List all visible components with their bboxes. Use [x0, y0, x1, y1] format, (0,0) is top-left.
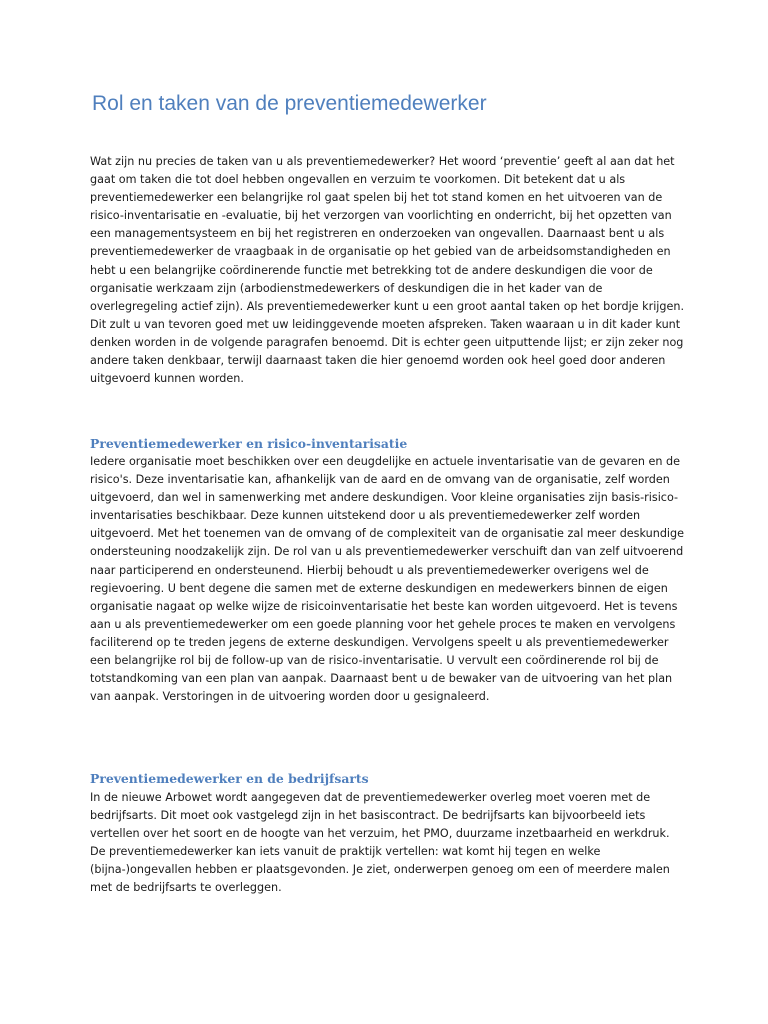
page-title: Rol en taken van de preventiemedewerker [92, 92, 487, 115]
section-heading-bedrijfsarts: Preventiemedewerker en de bedrijfsarts [90, 771, 369, 786]
intro-paragraph: Wat zijn nu precies de taken van u als preventiemedewerker? Het woord ‘preventie’ geeft al aan dat het gaat om taken die tot doel hebben ongevallen en verzuim te voorkomen. Dit betekent dat u als preventiemedewerker een belangrijke rol gaat spelen bij het tot stand komen en het uitvoeren van de risico-inventarisatie en -evaluatie, bij het verzorgen van voorlichting en onderricht, bij het opzetten van een managementsysteem en bij het registreren en onderzoeken van ongevallen. Daarnaast bent u als preventiemedewerker de vraagbaak in de organisatie op het gebied van de arbeidsomstandigheden en hebt u een belangrijke coördinerende functie met betrekking tot de andere deskundigen die voor de organisatie werkzaam zijn (arbodienstmedewerkers of deskundigen die in het kader van de overlegregeling actief zijn). Als preventiemedewerker kunt u een groot aantal taken op het bordje krijgen. Dit zult u van tevoren goed met uw leidinggevende moeten afspreken. Taken waaraan u in dit kader kunt denken worden in de volgende paragrafen benoemd. Dit is echter geen uitputtende lijst; er zijn zeker nog andere taken denkbaar, terwijl daarnaast taken die hier genoemd worden ook heel goed door anderen uitgevoerd kunnen worden. [90, 155, 685, 386]
section-heading-risico-inventarisatie: Preventiemedewerker en risico-inventarisatie [90, 436, 408, 451]
section-body-risico-inventarisatie: Iedere organisatie moet beschikken over een deugdelijke en actuele inventarisatie van de gevaren en de risico's. Deze inventarisatie kan, afhankelijk van de aard en de omvang van de organisatie, zelf worden uitgevoerd, dan wel in samenwerking met andere deskundigen. Voor kleine organisaties zijn basis-risico-inventarisaties beschikbaar. Deze kunnen uitstekend door u als preventiemedewerker zelf worden uitgevoerd. Met het toenemen van de omvang of de complexiteit van de organisatie zal meer deskundige ondersteuning noodzakelijk zijn. De rol van u als preventiemedewerker verschuift dan van zelf uitvoerend naar participerend en ondersteunend. Hierbij behoudt u als preventiemedewerker overigens wel de regievoering. U bent degene die samen met de externe deskundigen en medewerkers binnen de eigen organisatie nagaat op welke wijze de risicoinventarisatie het beste kan worden uitgevoerd. Het is tevens aan u als preventiemedewerker om een goede planning voor het gehele proces te maken en vervolgens faciliterend op te treden jegens de externe deskundigen. Vervolgens speelt u als preventiemedewerker een belangrijke rol bij de follow-up van de risico-inventarisatie. U vervult een coördinerende rol bij de totstandkoming van een plan van aanpak. Daarnaast bent u de bewaker van de uitvoering van het plan van aanpak. Verstoringen in de uitvoering worden door u gesignaleerd. [90, 455, 685, 704]
section-body-bedrijfsarts: In de nieuwe Arbowet wordt aangegeven dat de preventiemedewerker overleg moet voeren met de bedrijfsarts. Dit moet ook vastgelegd zijn in het basiscontract. De bedrijfsarts kan bijvoorbeeld iets vertellen over het soort en de hoogte van het verzuim, het PMO, duurzame inzetbaarheid en werkdruk. De preventiemedewerker kan iets vanuit de praktijk vertellen: wat komt hij tegen en welke (bijna-)ongevallen hebben er plaatsgevonden. Je ziet, onderwerpen genoeg om een of meerdere malen met de bedrijfsarts te overleggen. [90, 791, 670, 895]
